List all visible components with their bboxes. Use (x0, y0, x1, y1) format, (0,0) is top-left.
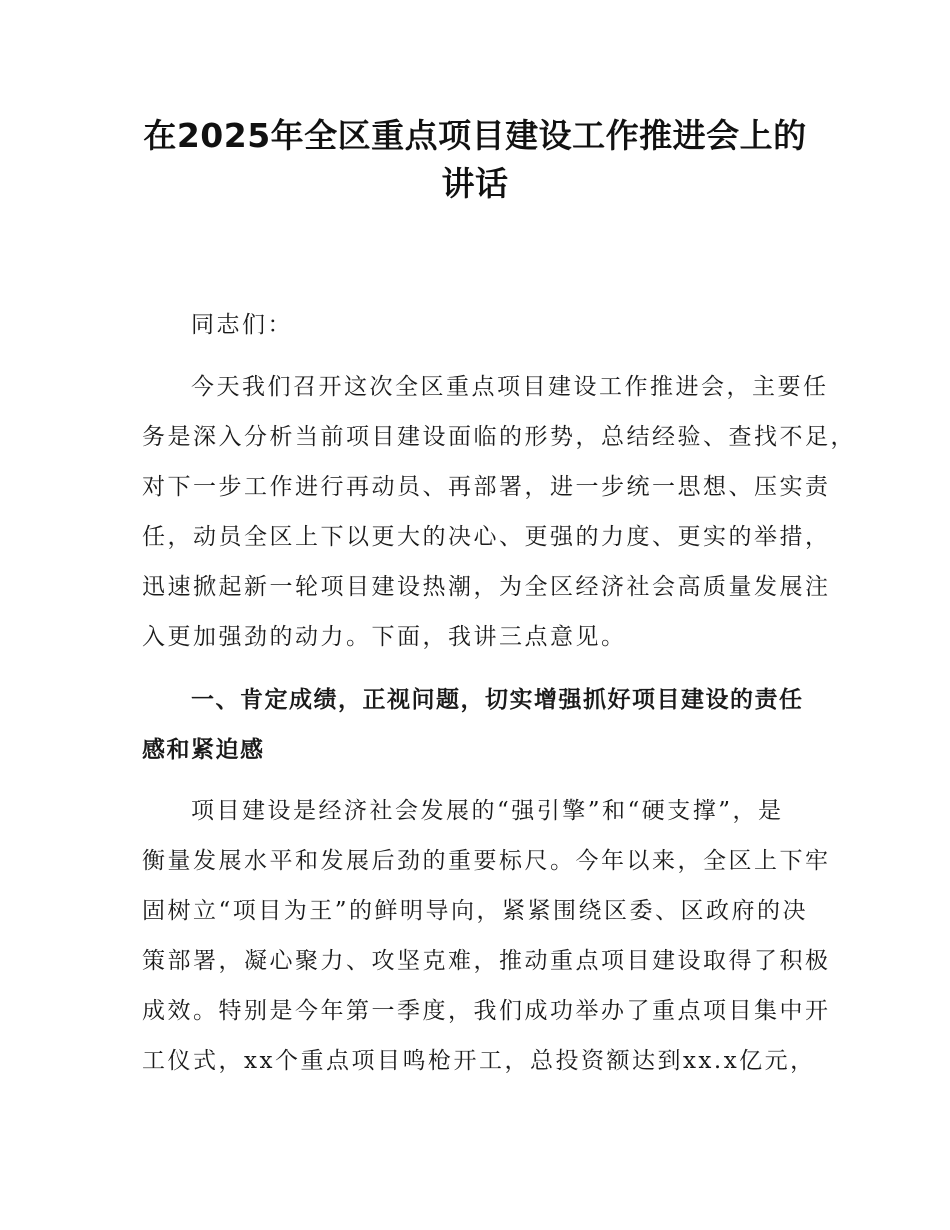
document-title (100, 112, 850, 208)
heading-line: 一、肯定成绩，正视问题，切实增强抓好项目建设的责任 (191, 687, 804, 713)
paragraph-line: 迅速掀起新一轮项目建设热潮，为全区经济社会高质量发展注 (142, 574, 831, 600)
title-line: 在2025年全区重点项目建设工作推进会上的 (143, 116, 807, 155)
paragraph-line: 成效。特别是今年第一季度，我们成功举办了重点项目集中开 (142, 998, 831, 1024)
title-line: 讲话 (441, 164, 509, 203)
paragraph-line: 固树立“项目为王”的鲜明导向，紧紧围绕区委、区政府的决 (142, 898, 809, 924)
paragraph-line: 今天我们召开这次全区重点项目建设工作推进会，主要任 (191, 374, 829, 400)
paragraph-section-1 (142, 786, 831, 1086)
heading-line: 感和紧迫感 (142, 737, 265, 763)
paragraph-line: 衡量发展水平和发展后劲的重要标尺。今年以来，全区上下牢 (142, 848, 831, 874)
paragraph-line: 对下一步工作进行再动员、再部署，进一步统一思想、压实责 (142, 474, 831, 500)
section-heading-1 (142, 675, 812, 775)
paragraph-line: 入更加强劲的动力。下面，我讲三点意见。 (142, 624, 627, 650)
paragraph-line: 项目建设是经济社会发展的“强引擎”和“硬支撑”，是 (191, 798, 784, 824)
paragraph-line: 策部署，凝心聚力、攻坚克难，推动重点项目建设取得了积极 (142, 948, 831, 974)
paragraph-intro (142, 362, 856, 662)
paragraph-line: 工仪式，xx个重点项目鸣枪开工，总投资额达到xx.x亿元， (142, 1048, 816, 1074)
paragraph-line: 任，动员全区上下以更大的决心、更强的力度、更实的举措， (142, 524, 831, 550)
salutation: 同志们： (191, 312, 293, 338)
paragraph-line: 务是深入分析当前项目建设面临的形势，总结经验、查找不足， (142, 424, 856, 450)
